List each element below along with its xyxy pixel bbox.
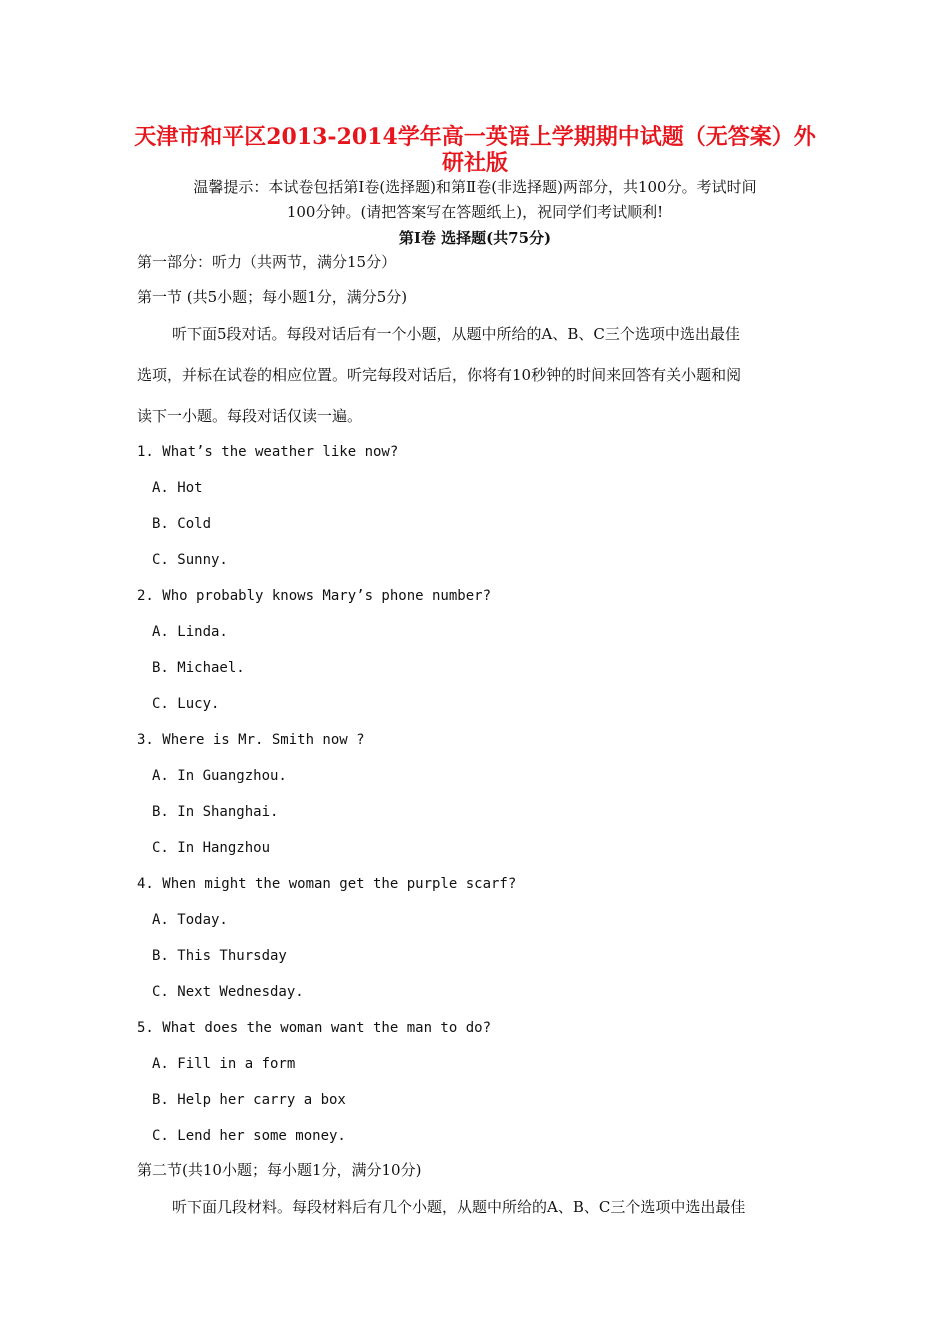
exam-title-line2: 研社版 bbox=[441, 150, 508, 176]
tips-line1: 温馨提示：本试卷包括第Ⅰ卷(选择题)和第Ⅱ卷(非选择题)两部分，共100分。考试时间 bbox=[193, 178, 757, 196]
section2-instruction-1: 听下面几段材料。每段材料后有几个小题，从题中所给的A、B、C三个选项中选出最佳 bbox=[172, 1198, 746, 1216]
section-listening: 第一部分：听力（共两节，满分15分） bbox=[137, 253, 397, 271]
section1-heading: 第一节 (共5小题；每小题1分，满分5分) bbox=[137, 288, 408, 306]
question-4: 4. When might the woman get the purple scarf? bbox=[137, 876, 517, 892]
q2-option-c: C. Lucy. bbox=[152, 696, 220, 712]
q1-option-a: A. Hot bbox=[152, 480, 203, 496]
section1-instruction-3: 读下一小题。每段对话仅读一遍。 bbox=[137, 407, 363, 425]
q5-option-b: B. Help her carry a box bbox=[152, 1092, 346, 1108]
tips-line2: 100分钟。(请把答案写在答题纸上)，祝同学们考试顺利! bbox=[286, 203, 664, 221]
q2-option-b: B. Michael. bbox=[152, 660, 245, 676]
part1-heading: 第Ⅰ卷 选择题(共75分) bbox=[398, 229, 552, 247]
q2-option-a: A. Linda. bbox=[152, 624, 228, 640]
section1-instruction-2: 选项，并标在试卷的相应位置。听完每段对话后，你将有10秒钟的时间来回答有关小题和阅 bbox=[137, 366, 742, 384]
q3-option-a: A. In Guangzhou. bbox=[152, 768, 287, 784]
q4-option-c: C. Next Wednesday. bbox=[152, 984, 304, 1000]
exam-title-line1: 天津市和平区2013-2014学年高一英语上学期期中试题（无答案）外 bbox=[134, 124, 816, 150]
q3-option-c: C. In Hangzhou bbox=[152, 840, 271, 856]
q1-option-c: C. Sunny. bbox=[152, 552, 228, 568]
section1-instruction-1: 听下面5段对话。每段对话后有一个小题，从题中所给的A、B、C三个选项中选出最佳 bbox=[172, 325, 740, 343]
q4-option-a: A. Today. bbox=[152, 912, 228, 928]
question-3: 3. Where is Mr. Smith now ? bbox=[137, 732, 365, 748]
q1-option-b: B. Cold bbox=[152, 516, 212, 532]
section2-heading: 第二节(共10小题；每小题1分，满分10分) bbox=[137, 1161, 422, 1179]
q5-option-a: A. Fill in a form bbox=[152, 1056, 296, 1072]
q5-option-c: C. Lend her some money. bbox=[152, 1128, 346, 1144]
question-1: 1. What’s the weather like now? bbox=[137, 444, 399, 460]
q3-option-b: B. In Shanghai. bbox=[152, 804, 279, 820]
question-2: 2. Who probably knows Mary’s phone number? bbox=[137, 588, 492, 604]
q4-option-b: B. This Thursday bbox=[152, 948, 287, 964]
question-5: 5. What does the woman want the man to do? bbox=[137, 1020, 492, 1036]
